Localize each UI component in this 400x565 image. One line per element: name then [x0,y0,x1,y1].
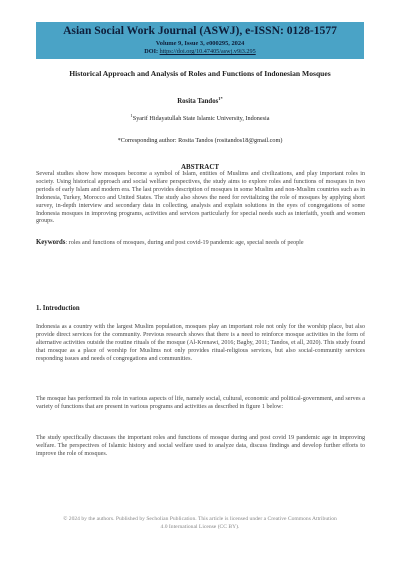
keywords [36,239,365,248]
intro-paragraph-3: The study specifically discusses the important roles and functions of mosque during and post covid 19 pandemic age in improving welfare. The perspectives of Islamic history and social welfare used to analyze data, discuss findings and develop further efforts to improve the role of mosques. [36,435,365,457]
corresponding-author: *Corresponding author: Rosita Tandos (rositandos18@gmail.com) [117,137,283,144]
section-heading-introduction: 1. Introduction [36,305,80,312]
doi-label: DOI: [144,48,159,55]
keywords-label: Keywords [36,239,66,246]
intro-paragraph-1: Indonesia as a country with the largest Muslim population, mosques play an important role not only for the worship place, but also provide direct services for the community. Previous research shows that there is a need to reinforce mosque activities in the form of alternative activities outside the routine rituals of the mosque (Al-Krenawi, 2016; Bagby, 2011; Tandos, et all, 2020). This study found that mosque as a place of worship for Muslims not only provides ritual-religious services, but also social-community services responding issues and needs of congregations and communities. [36,324,365,362]
keywords-text: : roles and functions of mosques, during and post covid-19 pandemic age, special needs of people [65,240,304,246]
journal-header [36,22,364,59]
doi-link[interactable]: https://doi.org/10.47405/aswj.v9i3.295 [159,48,256,55]
journal-volume: Volume 9, Issue 3, e000295, 2024 [155,40,245,47]
affiliation-text: Syarif Hidayatullah State Islamic University, Indonesia [132,115,270,122]
affiliation-mark: 1 [130,113,133,118]
author-line [40,98,360,105]
affiliation [40,115,360,122]
intro-paragraph-2: The mosque has performed its role in various aspects of life, namely social, cultural, economic and political-government, and serves a variety of functions that are present in various programs and activities as described in figure 1 below: [36,396,365,410]
abstract-text: Several studies show how mosques become a symbol of Islam, entities of Muslims and civilizations, and play important roles in society. Using historical approach and social welfare perspectives, the study aims to explore roles and functions of mosques in two periods of early Islam and modern era. The last provides description of mosques in some Muslim and non-Muslim countries such as in Indonesia, Turkey, Morocco and United States. The study also shows the need for revitalizing the role of mosques by applying short survey, in-depth interview and secondary data in collecting, analysis and explain solutions in the eyes of congregations of some Indonesia mosques in improving programs, activities and services particularly for special needs such as interfaith, youth and women groups. [36,171,365,225]
article-title: Historical Approach and Analysis of Roles and Functions of Indonesian Mosques [69,69,331,78]
author-marks: 1* [218,96,223,101]
abstract-heading: ABSTRACT [180,163,220,171]
license-footer: © 2024 by the authors. Published by Secholian Publication. This article is licensed under a Creative Commons Attribution 4.0 International License (CC BY). [63,516,337,530]
journal-doi [36,48,364,56]
author-name: Rosita Tandos [177,98,219,105]
journal-title: Asian Social Work Journal (ASWJ), e-ISSN: 0128-1577 [63,24,337,37]
